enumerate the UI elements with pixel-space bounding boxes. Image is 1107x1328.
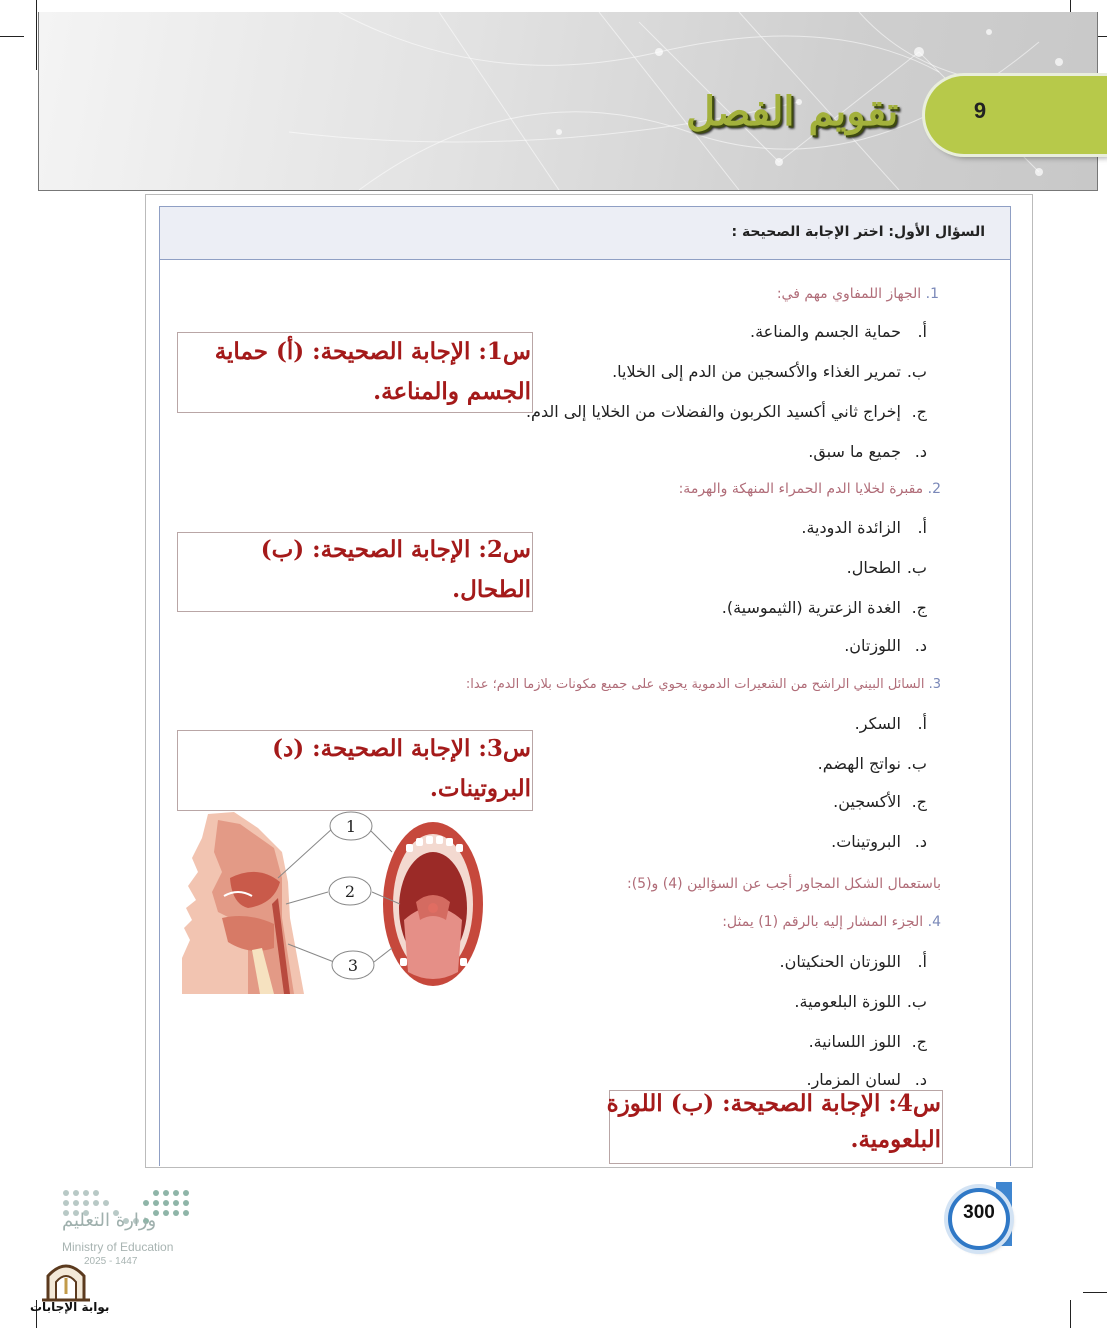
figure-label-3	[332, 951, 374, 979]
question-number: 2.	[927, 481, 941, 497]
option-text: اللوزة البلعومية.	[794, 992, 901, 1011]
option-letter: ب.	[906, 558, 927, 577]
option-text: لسان المزمار.	[806, 1070, 901, 1089]
question-text: الجهاز اللمفاوي مهم في:	[776, 286, 922, 302]
crop-mark	[0, 36, 24, 37]
option-letter: د.	[914, 832, 927, 851]
option-letter: ب.	[906, 992, 927, 1011]
answer-line: البلعومية.	[850, 1126, 941, 1153]
chapter-number-chip	[925, 76, 1107, 154]
question-4	[722, 914, 941, 930]
question-text: مقبرة لخلايا الدم الحمراء المنهكة والهرمة:	[678, 481, 924, 497]
question-number: 1.	[925, 286, 939, 302]
crop-mark	[1083, 1292, 1107, 1293]
throat-anatomy-figure	[178, 808, 498, 994]
question-text: الجزء المشار إليه بالرقم (1) يمثل:	[722, 914, 924, 930]
option-letter: أ.	[917, 952, 927, 971]
answer-line: س3: الإجابة الصحيحة: (د)	[272, 735, 531, 762]
answer-line: س1: الإجابة الصحيحة: (أ) حماية	[214, 338, 531, 365]
answer-line: س2: الإجابة الصحيحة: (ب)	[260, 536, 531, 563]
page-title: تقويم الفصل	[686, 88, 899, 135]
option-3b	[818, 754, 927, 773]
page-number: 300	[963, 1202, 995, 1223]
question-number: 3.	[928, 677, 941, 692]
option-3c	[833, 792, 927, 811]
option-3d	[831, 832, 927, 851]
option-text: نواتج الهضم.	[817, 754, 901, 773]
label-text: 2	[344, 882, 356, 901]
option-letter: أ.	[917, 322, 927, 341]
option-1a	[750, 322, 927, 341]
figure-label-1	[330, 812, 372, 840]
question-3	[466, 677, 941, 692]
crop-mark	[1070, 1300, 1071, 1328]
option-2d	[844, 636, 927, 655]
figure-label-2	[329, 877, 371, 905]
option-text: إخراج ثاني أكسيد الكربون والفضلات من الخلايا إلى الدم.	[525, 402, 901, 421]
option-text: الزائدة الدودية.	[801, 518, 901, 537]
option-text: جميع ما سبق.	[808, 442, 901, 461]
option-4c	[809, 1032, 927, 1051]
question-number: 4.	[927, 914, 941, 930]
option-text: البروتينات.	[831, 832, 901, 851]
answer-line: البروتينات.	[429, 775, 531, 802]
open-mouth-illustration	[383, 822, 483, 986]
option-letter: ج.	[911, 402, 927, 421]
answer-2	[261, 530, 531, 610]
figure-instruction: باستعمال الشكل المجاور أجب عن السؤالين (4) و(5):	[626, 876, 941, 892]
option-text: اللوز اللسانية.	[808, 1032, 901, 1051]
option-text: تمرير الغذاء والأكسجين من الدم إلى الخلايا.	[612, 362, 901, 381]
option-text: اللوزتان الحنكيتان.	[779, 952, 901, 971]
option-letter: د.	[914, 636, 927, 655]
watermark-text: بوابة الإجابات	[30, 1300, 110, 1314]
option-letter: ج.	[911, 792, 927, 811]
option-letter: ج.	[911, 598, 927, 617]
option-2c	[722, 598, 927, 617]
ministry-name-english: Ministry of Education	[62, 1240, 174, 1254]
option-4a	[780, 952, 927, 971]
option-text: الغدة الزعترية (الثيموسية).	[721, 598, 901, 617]
option-letter: ب.	[906, 754, 927, 773]
answer-line: الجسم والمناعة.	[373, 378, 531, 405]
option-text: السكر.	[854, 714, 901, 733]
option-letter: د.	[914, 1070, 927, 1089]
option-text: اللوزتان.	[844, 636, 901, 655]
option-letter: ج.	[911, 1032, 927, 1051]
answer-3	[272, 729, 531, 809]
question-text: السائل البيني الراشح من الشعيرات الدموية يحوي على جميع مكونات بلازما الدم؛ عدا:	[465, 677, 925, 692]
option-text: حماية الجسم والمناعة.	[750, 322, 901, 341]
crop-mark	[36, 0, 37, 70]
section-heading: السؤال الأول: اختر الإجابة الصحيحة :	[731, 224, 985, 240]
option-text: الطحال.	[846, 558, 901, 577]
answer-1	[215, 332, 531, 412]
ministry-year: 2025 - 1447	[84, 1256, 138, 1267]
option-text: الأكسجين.	[833, 792, 901, 811]
ministry-name-arabic: وزارة التعليم	[62, 1210, 157, 1231]
label-text: 3	[347, 956, 359, 975]
question-2	[679, 481, 941, 497]
answer-4	[607, 1086, 941, 1158]
answer-line: س4: الإجابة الصحيحة: (ب) اللوزة	[606, 1090, 941, 1117]
option-4b	[794, 992, 927, 1011]
label-text: 1	[345, 817, 357, 836]
option-1d	[808, 442, 927, 461]
head-cross-section	[182, 812, 304, 994]
option-1c	[526, 402, 927, 421]
option-1b	[612, 362, 927, 381]
option-2b	[847, 558, 927, 577]
option-3a	[855, 714, 927, 733]
option-letter: أ.	[917, 714, 927, 733]
option-2a	[801, 518, 927, 537]
option-letter: ب.	[906, 362, 927, 381]
answer-line: الطحال.	[452, 576, 531, 603]
chapter-number: 9	[973, 98, 987, 123]
question-1	[777, 286, 939, 302]
option-letter: د.	[914, 442, 927, 461]
option-letter: أ.	[917, 518, 927, 537]
